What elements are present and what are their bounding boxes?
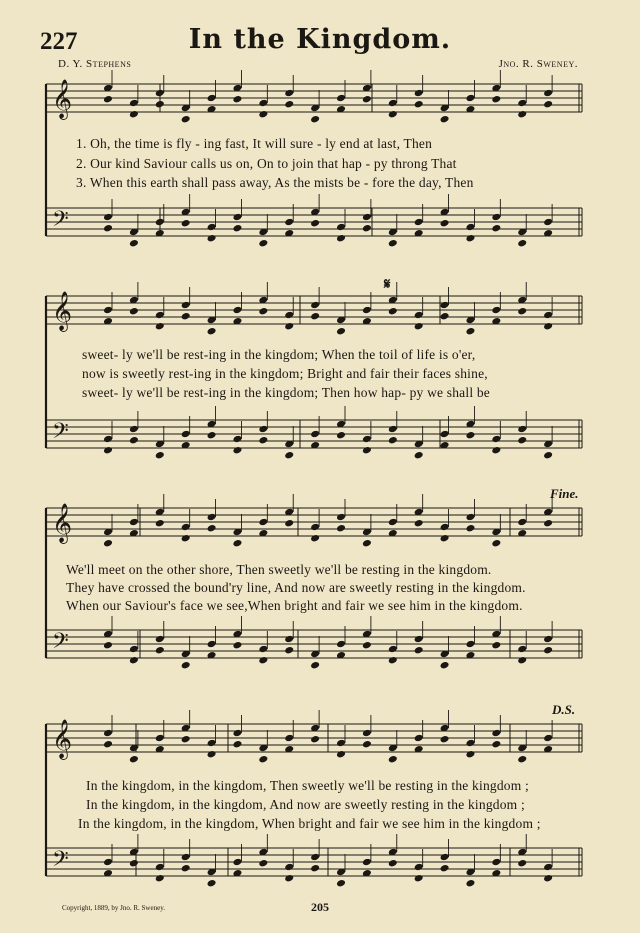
note-head	[414, 874, 424, 883]
note-head	[207, 739, 217, 748]
note-head	[362, 95, 372, 104]
note-head	[155, 863, 165, 872]
note-head	[181, 864, 191, 873]
note-head	[310, 735, 320, 744]
lyric-line: sweet- ly we'll be rest-ing in the kingdom; Then how hap- py we shall be	[82, 385, 490, 400]
note-head	[465, 524, 475, 533]
note-head	[310, 523, 320, 532]
note-head	[491, 641, 501, 650]
note-head	[388, 239, 398, 248]
note-head	[336, 223, 346, 232]
note-head	[232, 539, 242, 548]
treble-clef-icon: 𝄞	[52, 291, 73, 331]
note-head	[284, 218, 294, 227]
note-head	[440, 735, 450, 744]
note-head	[103, 740, 113, 749]
note-head	[362, 641, 372, 650]
note-head	[388, 425, 398, 434]
note-head	[129, 859, 139, 868]
note-head	[258, 425, 268, 434]
note-head	[362, 740, 372, 749]
note-head	[517, 307, 527, 316]
note-head	[258, 859, 268, 868]
note-head	[207, 431, 217, 440]
lyric-line: In the kingdom, in the kingdom, And now are sweetly resting in the kingdom ;	[86, 797, 525, 812]
note-head	[103, 539, 113, 548]
note-head	[129, 656, 139, 665]
bass-clef-icon: 𝄢	[52, 847, 69, 877]
note-head	[232, 740, 242, 749]
note-head	[440, 661, 450, 670]
note-head	[336, 739, 346, 748]
note-head	[284, 322, 294, 331]
note-head	[336, 513, 346, 522]
note-head	[232, 858, 242, 867]
note-head	[517, 645, 527, 654]
note-head	[465, 94, 475, 103]
lyric-line: In the kingdom, in the kingdom, Then sweetly we'll be resting in the kingdom ;	[86, 778, 529, 793]
note-head	[103, 641, 113, 650]
note-head	[232, 224, 242, 233]
note-head	[181, 853, 191, 862]
note-head	[129, 755, 139, 764]
note-head	[362, 446, 372, 455]
note-head	[310, 301, 320, 310]
note-head	[207, 513, 217, 522]
note-head	[465, 640, 475, 649]
note-head	[414, 863, 424, 872]
note-head	[232, 729, 242, 738]
note-head	[543, 451, 553, 460]
note-head	[388, 307, 398, 316]
note-head	[440, 864, 450, 873]
note-head	[103, 224, 113, 233]
note-head	[129, 110, 139, 119]
note-head	[543, 322, 553, 331]
note-head	[517, 656, 527, 665]
note-head	[491, 213, 501, 222]
note-head	[258, 645, 268, 654]
note-head	[103, 858, 113, 867]
note-head	[207, 640, 217, 649]
note-head	[388, 436, 398, 445]
note-head	[414, 100, 424, 109]
note-head	[491, 729, 501, 738]
treble-clef-icon: 𝄞	[52, 503, 73, 543]
note-head	[543, 519, 553, 528]
note-head	[310, 115, 320, 124]
note-head	[414, 311, 424, 320]
note-head	[284, 646, 294, 655]
note-head	[414, 519, 424, 528]
note-head	[181, 430, 191, 439]
hymn-title: In the Kingdom.	[188, 24, 452, 55]
lyric-line: They have crossed the bound'ry line, And now are sweetly resting in the kingdom.	[66, 580, 526, 595]
note-head	[362, 224, 372, 233]
note-head	[310, 853, 320, 862]
note-head	[491, 446, 501, 455]
note-head	[232, 641, 242, 650]
note-head	[465, 327, 475, 336]
note-head	[362, 213, 372, 222]
note-head	[284, 519, 294, 528]
note-head	[543, 89, 553, 98]
note-head	[207, 327, 217, 336]
note-head	[155, 322, 165, 331]
note-head	[440, 115, 450, 124]
note-head	[181, 523, 191, 532]
note-head	[336, 640, 346, 649]
segno-sign: 𝄋	[384, 277, 391, 293]
note-head	[491, 740, 501, 749]
treble-clef-icon: 𝄞	[52, 719, 73, 759]
note-head	[103, 729, 113, 738]
note-head	[232, 435, 242, 444]
note-head	[155, 874, 165, 883]
note-head	[284, 451, 294, 460]
note-head	[465, 431, 475, 440]
note-head	[517, 518, 527, 527]
note-head	[517, 239, 527, 248]
lyric-line: 2. Our kind Saviour calls us on, On to join that hap - py throng That	[76, 156, 457, 171]
note-head	[284, 311, 294, 320]
note-head	[207, 879, 217, 888]
note-head	[103, 213, 113, 222]
note-head	[336, 234, 346, 243]
note-head	[310, 430, 320, 439]
note-head	[517, 436, 527, 445]
note-head	[258, 436, 268, 445]
note-head	[310, 661, 320, 670]
note-head	[388, 110, 398, 119]
note-head	[336, 879, 346, 888]
note-head	[388, 518, 398, 527]
note-head	[258, 518, 268, 527]
note-head	[258, 110, 268, 119]
note-head	[181, 301, 191, 310]
note-head	[284, 863, 294, 872]
note-head	[440, 523, 450, 532]
lyric-line: now is sweetly rest-ing in the kingdom; Bright and fair their faces shine,	[82, 366, 488, 381]
note-head	[155, 635, 165, 644]
note-head	[181, 219, 191, 228]
note-head	[491, 306, 501, 315]
note-head	[465, 739, 475, 748]
note-head	[103, 95, 113, 104]
note-head	[414, 734, 424, 743]
note-head	[284, 734, 294, 743]
note-head	[155, 451, 165, 460]
note-head	[181, 534, 191, 543]
note-head	[310, 219, 320, 228]
note-head	[388, 755, 398, 764]
note-head	[258, 755, 268, 764]
note-head	[465, 750, 475, 759]
copyright-notice: Copyright, 1889, by Jno. R. Sweney.	[62, 904, 165, 912]
note-head	[336, 431, 346, 440]
note-head	[232, 306, 242, 315]
fine-marker: Fine.	[550, 486, 579, 501]
note-head	[362, 306, 372, 315]
note-head	[388, 656, 398, 665]
note-head	[388, 99, 398, 108]
lyric-line: In the kingdom, in the kingdom, When bright and fair we see him in the kingdom ;	[78, 816, 541, 831]
note-head	[336, 327, 346, 336]
note-head	[232, 213, 242, 222]
note-head	[414, 646, 424, 655]
note-head	[129, 239, 139, 248]
note-head	[517, 99, 527, 108]
note-head	[103, 306, 113, 315]
note-head	[103, 446, 113, 455]
note-head	[491, 858, 501, 867]
note-head	[491, 95, 501, 104]
note-head	[543, 218, 553, 227]
note-head	[129, 518, 139, 527]
note-head	[129, 425, 139, 434]
note-head	[207, 524, 217, 533]
note-head	[129, 307, 139, 316]
lyric-line: When our Saviour's face we see,When bright and fair we see him in the kingdom.	[66, 598, 523, 613]
note-head	[155, 519, 165, 528]
note-head	[129, 99, 139, 108]
note-head	[440, 312, 450, 321]
note-head	[207, 750, 217, 759]
note-head	[310, 534, 320, 543]
note-head	[284, 100, 294, 109]
note-head	[362, 539, 372, 548]
note-head	[310, 864, 320, 873]
ds-marker: D.S.	[552, 702, 576, 717]
note-head	[207, 94, 217, 103]
note-head	[181, 312, 191, 321]
note-head	[336, 94, 346, 103]
note-head	[440, 534, 450, 543]
note-head	[491, 539, 501, 548]
composer-credit: Jno. R. Sweney.	[498, 58, 578, 70]
note-head	[517, 110, 527, 119]
page-number: 205	[311, 900, 329, 914]
bass-clef-icon: 𝄢	[52, 419, 69, 449]
note-head	[232, 446, 242, 455]
note-head	[129, 436, 139, 445]
note-head	[155, 311, 165, 320]
note-head	[517, 859, 527, 868]
lyric-line: 3. When this earth shall pass away, As the mists be - fore the day, Then	[76, 175, 474, 190]
note-head	[155, 734, 165, 743]
bass-clef-icon: 𝄢	[52, 629, 69, 659]
note-head	[465, 234, 475, 243]
lyricist-credit: D. Y. Stephens	[58, 58, 132, 70]
treble-clef-icon: 𝄞	[52, 79, 73, 119]
note-head	[284, 635, 294, 644]
note-head	[336, 524, 346, 533]
note-head	[232, 95, 242, 104]
note-head	[258, 239, 268, 248]
note-head	[129, 645, 139, 654]
note-head	[103, 435, 113, 444]
note-head	[181, 735, 191, 744]
note-head	[543, 311, 553, 320]
lyric-line: We'll meet on the other shore, Then sweetly we'll be resting in the kingdom.	[66, 562, 492, 577]
note-head	[336, 750, 346, 759]
note-head	[284, 89, 294, 98]
bass-clef-icon: 𝄢	[52, 207, 69, 237]
note-head	[362, 858, 372, 867]
note-head	[517, 425, 527, 434]
note-head	[284, 874, 294, 883]
note-head	[543, 646, 553, 655]
note-head	[465, 879, 475, 888]
note-head	[414, 635, 424, 644]
note-head	[465, 223, 475, 232]
note-head	[543, 734, 553, 743]
note-head	[414, 218, 424, 227]
note-head	[491, 224, 501, 233]
note-head	[258, 307, 268, 316]
hymn-number: 227	[40, 28, 78, 55]
note-head	[414, 89, 424, 98]
note-head	[543, 874, 553, 883]
note-head	[155, 646, 165, 655]
note-head	[207, 223, 217, 232]
note-head	[440, 219, 450, 228]
note-head	[491, 435, 501, 444]
note-head	[207, 234, 217, 243]
note-head	[362, 435, 372, 444]
note-head	[440, 430, 450, 439]
note-head	[517, 755, 527, 764]
note-head	[258, 656, 268, 665]
lyric-line: sweet- ly we'll be rest-ing in the kingdom; When the toil of life is o'er,	[82, 347, 476, 362]
note-head	[440, 301, 450, 310]
note-head	[388, 645, 398, 654]
note-head	[181, 115, 191, 124]
note-head	[543, 863, 553, 872]
note-head	[414, 322, 424, 331]
note-head	[465, 513, 475, 522]
note-head	[388, 859, 398, 868]
note-head	[543, 635, 553, 644]
note-head	[310, 312, 320, 321]
lyric-line: 1. Oh, the time is fly - ing fast, It will sure - ly end at last, Then	[76, 136, 433, 151]
note-head	[258, 99, 268, 108]
note-head	[440, 853, 450, 862]
note-head	[414, 451, 424, 460]
note-head	[543, 100, 553, 109]
note-head	[181, 661, 191, 670]
note-head	[362, 729, 372, 738]
